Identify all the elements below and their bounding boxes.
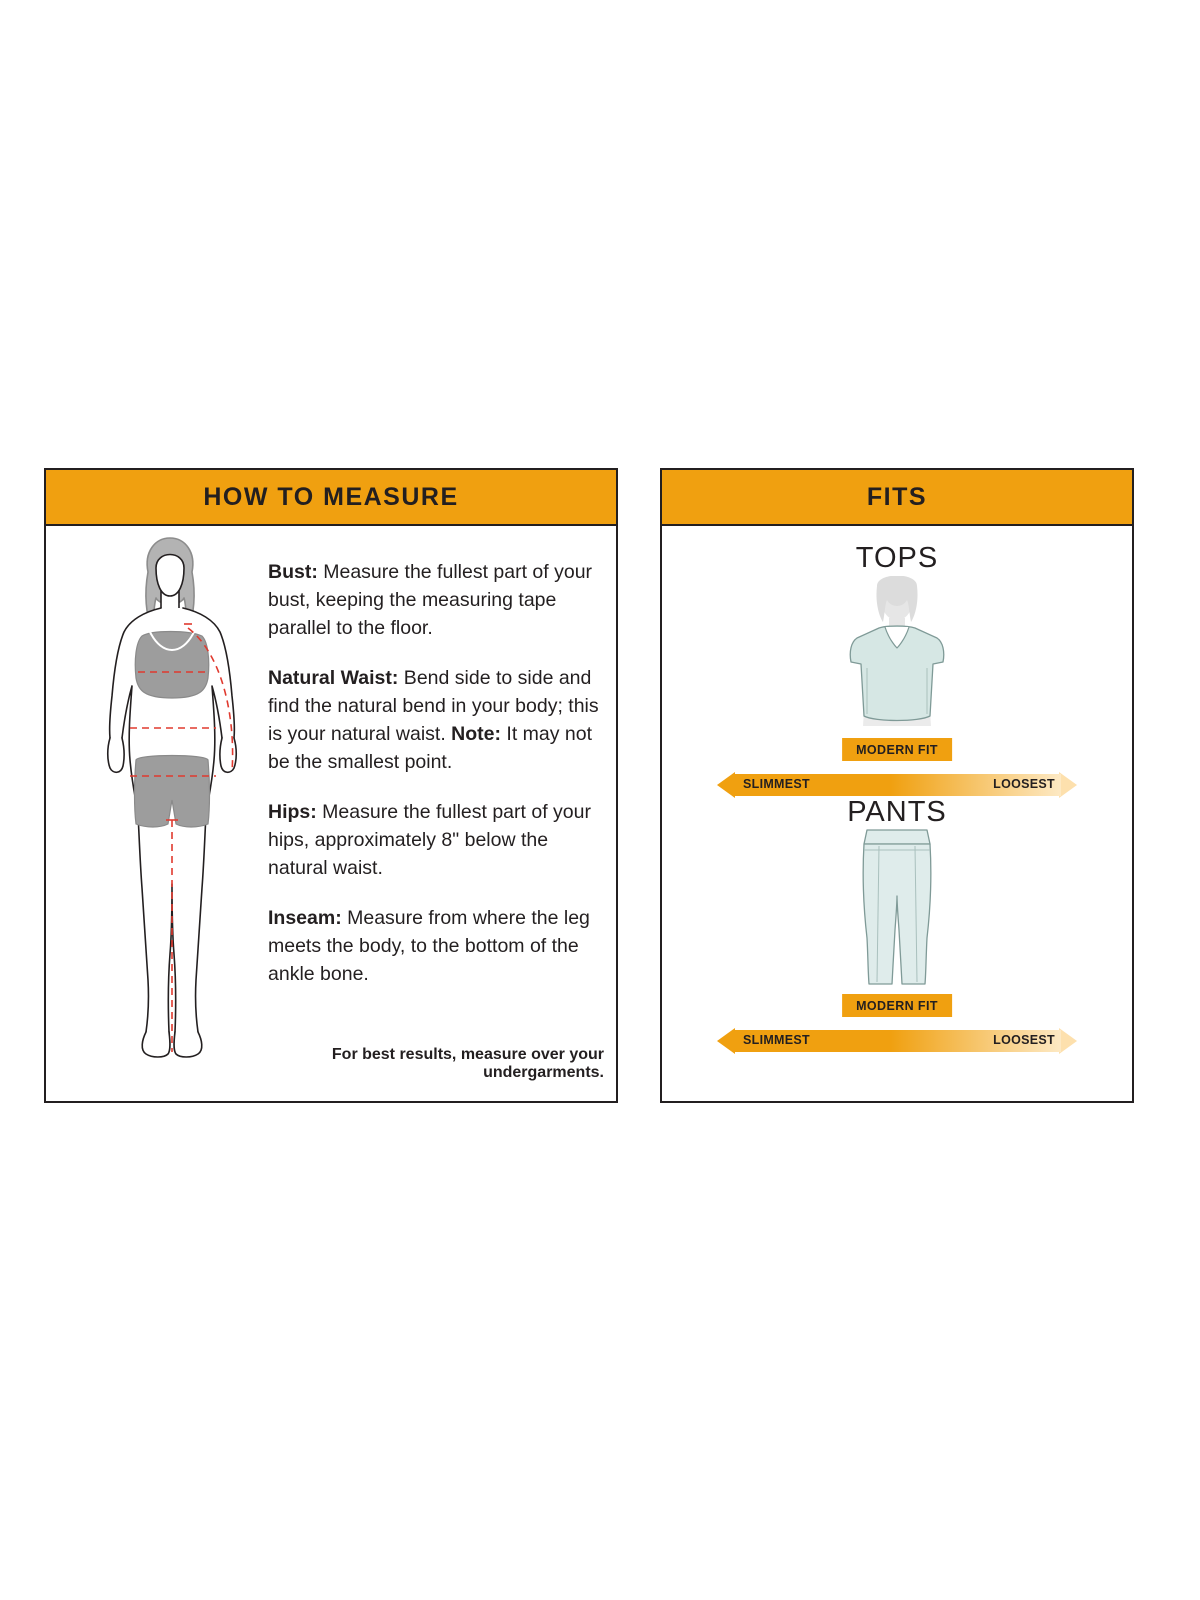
measurement-instructions <box>268 558 600 1010</box>
tops-fit-badge: MODERN FIT <box>842 738 952 761</box>
tops-scale-left-label: SLIMMEST <box>743 777 810 791</box>
pants-fit-badge: MODERN FIT <box>842 994 952 1017</box>
measure-footnote: For best results, measure over your undergarments. <box>331 1046 604 1081</box>
how-to-measure-body <box>46 526 616 1101</box>
tops-scale-right-label: LOOSEST <box>993 777 1055 791</box>
instruction-inseam-text: Measure from where the leg meets the body, to the bottom of the ankle bone. <box>268 907 590 985</box>
instruction-hips-term: Hips: <box>268 801 317 823</box>
fits-body <box>662 526 1132 1101</box>
tops-section-title: TOPS <box>855 542 939 574</box>
fits-title: FITS <box>662 470 1132 526</box>
instruction-waist-note-term: Note: <box>451 723 501 745</box>
instruction-hips-text: Measure the fullest part of your hips, approximately 8" below the natural waist. <box>268 801 591 879</box>
fits-panel <box>660 468 1134 1103</box>
bra-garment <box>135 632 209 699</box>
pants-garment-illustration <box>797 826 997 991</box>
pants-section-title: PANTS <box>847 796 947 828</box>
how-to-measure-title: HOW TO MEASURE <box>46 470 616 526</box>
instruction-natural-waist <box>268 664 600 776</box>
pants-fit-scale <box>717 1024 1077 1058</box>
instruction-inseam-term: Inseam: <box>268 907 342 929</box>
top-garment-illustration <box>797 576 997 736</box>
pants-scale-right-label: LOOSEST <box>993 1033 1055 1047</box>
how-to-measure-panel <box>44 468 618 1103</box>
instruction-inseam <box>268 904 600 988</box>
instruction-waist-note-text: It may not be the smallest point. <box>268 723 593 773</box>
instruction-waist-text: Bend side to side and find the natural bend in your body; this is your natural waist. <box>268 667 599 745</box>
instruction-waist-term: Natural Waist: <box>268 667 399 689</box>
pants-scale-left-label: SLIMMEST <box>743 1033 810 1047</box>
instruction-hips <box>268 798 600 882</box>
instruction-bust <box>268 558 600 642</box>
instruction-bust-term: Bust: <box>268 561 318 583</box>
female-body-diagram <box>60 532 280 1062</box>
instruction-bust-text: Measure the fullest part of your bust, keeping the measuring tape parallel to the floor. <box>268 561 593 639</box>
